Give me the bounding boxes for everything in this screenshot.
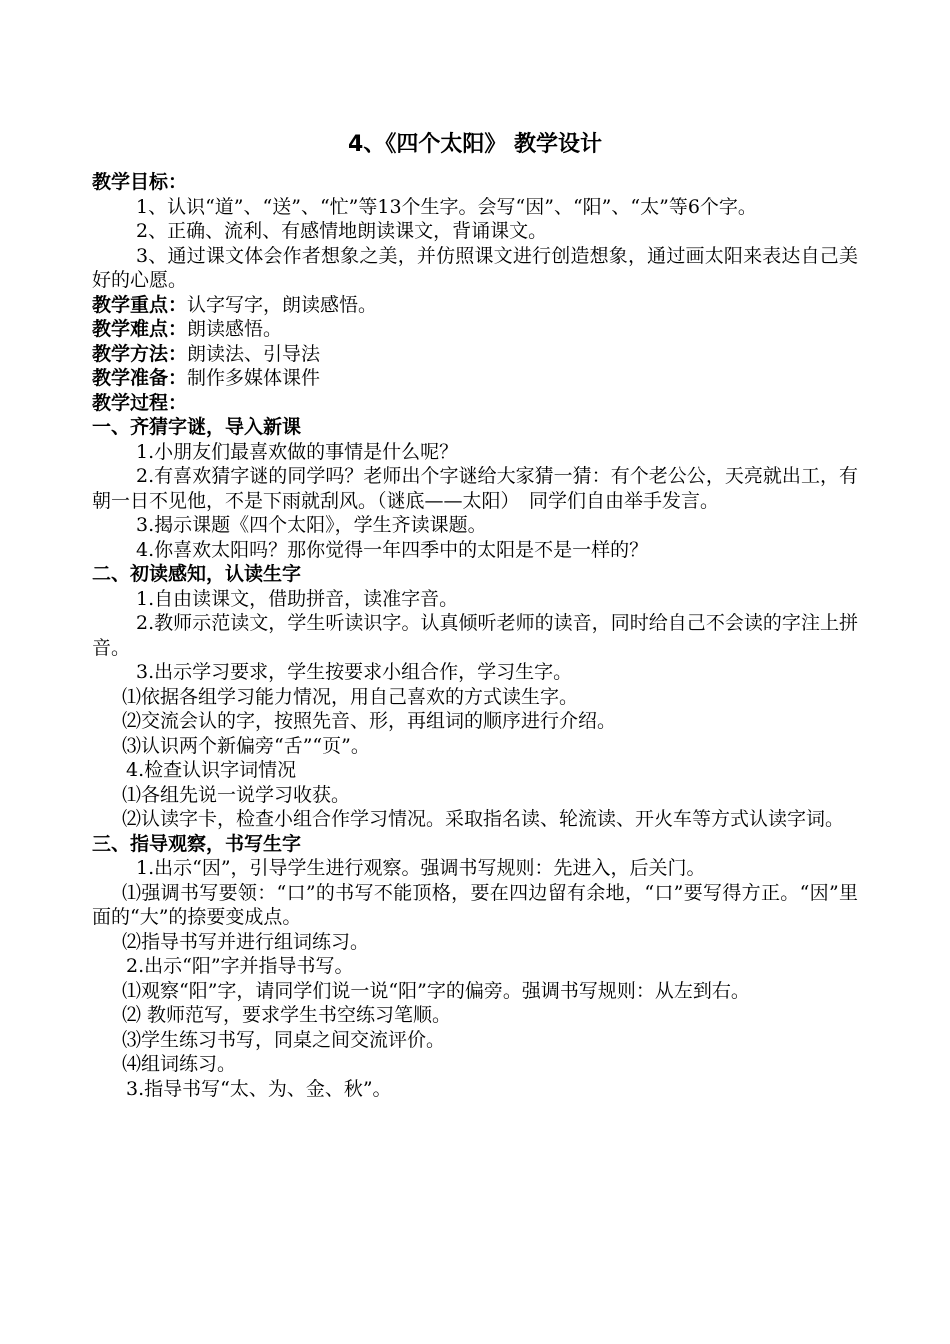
section2-item: 2.教师示范读文，学生听读识字。认真倾听老师的读音，同时给自己不会读的字注上拼音。 — [92, 612, 858, 659]
objective-item: 1、认识“道”、“送”、“忙”等13个生字。会写“因”、“阳”、“太”等6个字。 — [136, 195, 757, 218]
section1-item: 2.有喜欢猜字谜的同学吗？老师出个字谜给大家猜一猜：有个老公公，天亮就出工，有朝一日不见他，不是下雨就刮风。（谜底——太阳） 同学们自由举手发言。 — [92, 465, 858, 512]
section3-item: ⑷组词练习。 — [122, 1053, 237, 1075]
key-points-label: 教学重点： — [92, 293, 188, 316]
section2-heading: 二、初读感知，认读生字 — [92, 563, 302, 585]
methods-label: 教学方法： — [92, 342, 188, 365]
section3-item: ⑴强调书写要领：“口”的书写不能顶格，要在四边留有余地，“口”要写得方正。“因”里面的“大”的捺要变成点。 — [92, 881, 858, 928]
objectives-heading: 教学目标： — [92, 171, 188, 193]
section2-item: ⑴依据各组学习能力情况，用自己喜欢的方式读生字。 — [122, 685, 579, 708]
section2-item: 3.出示学习要求，学生按要求小组合作，学习生字。 — [136, 661, 573, 683]
methods-value: 朗读法、引导法 — [187, 342, 321, 365]
section2-item: ⑶认识两个新偏旁“舌”“页”。 — [122, 734, 370, 757]
section3-item: ⑶学生练习书写，同桌之间交流评价。 — [122, 1028, 446, 1051]
section3-item: ⑵ 教师范写，要求学生书空练习笔顺。 — [122, 1004, 452, 1026]
preparation-value: 制作多媒体课件 — [187, 367, 321, 389]
objective-item: 2、正确、流利、有感情地朗读课文，背诵课文。 — [136, 220, 548, 242]
process-heading: 教学过程： — [92, 391, 188, 414]
section1-item: 4.你喜欢太阳吗？那你觉得一年四季中的太阳是不是一样的？ — [136, 538, 649, 561]
section1-heading: 一、齐猜字谜，导入新课 — [92, 416, 302, 438]
objective-item: 3、通过课文体会作者想象之美，并仿照课文进行创造想象，通过画太阳来表达自己美好的心愿。 — [92, 244, 858, 291]
key-points-row — [92, 293, 858, 318]
preparation-row — [92, 366, 858, 391]
key-points-value: 认字写字，朗读感悟。 — [187, 293, 378, 316]
section2-item: ⑵交流会认的字，按照先音、形，再组词的顺序进行介绍。 — [122, 710, 617, 732]
document-title: 4、《四个太阳》 教学设计 — [348, 132, 602, 157]
difficulties-value: 朗读感悟。 — [187, 318, 283, 340]
section3-item: 2.出示“阳”字并指导书写。 — [126, 955, 354, 977]
section2-item: 1.自由读课文，借助拼音，读准字音。 — [136, 587, 459, 610]
section3-item: ⑴观察“阳”字，请同学们说一说“阳”字的偏旁。强调书写规则：从左到右。 — [122, 979, 750, 1002]
section1-item: 1.小朋友们最喜欢做的事情是什么呢？ — [136, 440, 459, 463]
difficulties-label: 教学难点： — [92, 318, 188, 340]
section3-heading: 三、指导观察，书写生字 — [92, 832, 302, 855]
methods-row — [92, 342, 858, 367]
section2-item: ⑴各组先说一说学习收获。 — [122, 783, 351, 806]
section3-item: ⑵指导书写并进行组词练习。 — [122, 930, 370, 953]
preparation-label: 教学准备： — [92, 367, 188, 389]
difficulties-row — [92, 317, 858, 342]
section2-item: ⑵认读字卡，检查小组合作学习情况。采取指名读、轮流读、开火车等方式认读字词。 — [122, 808, 845, 830]
section3-item: 3.指导书写“太、为、金、秋”。 — [126, 1077, 392, 1100]
section3-item: 1.出示“因”，引导学生进行观察。强调书写规则：先进入，后关门。 — [136, 857, 706, 879]
section2-item: 4.检查认识字词情况 — [126, 759, 297, 781]
section1-item: 3.揭示课题《四个太阳》，学生齐读课题。 — [136, 514, 487, 536]
